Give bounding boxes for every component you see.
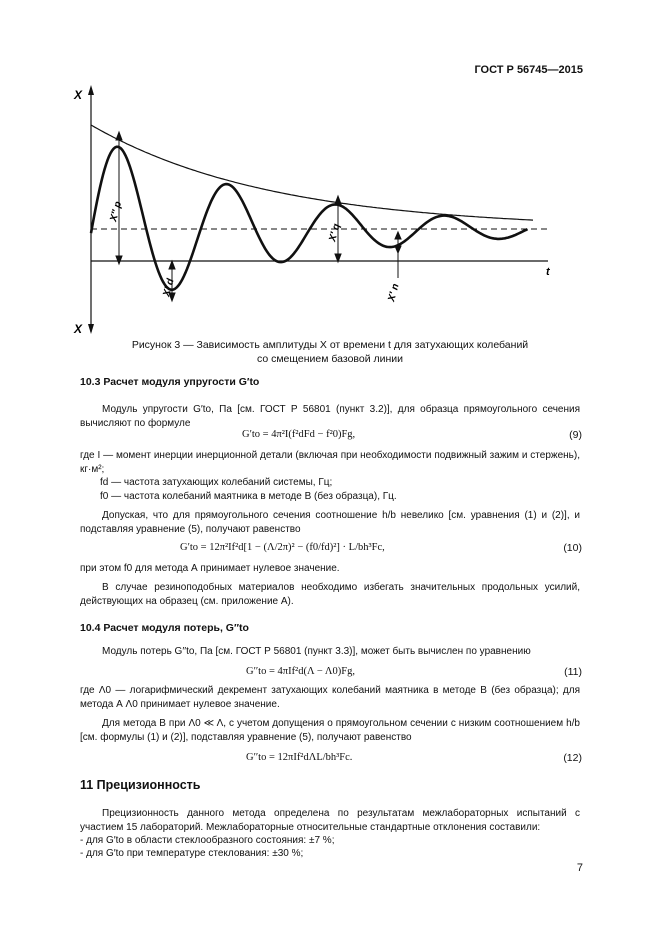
section-11-item-1: - для G′to в области стеклообразного состояния: ±7 %; xyxy=(80,835,335,846)
arrow-xq-head-top xyxy=(335,196,341,204)
arrow-xp-head-bottom xyxy=(116,256,122,264)
label-xp: X′′ p xyxy=(108,200,125,223)
section-10-3-title: 10.3 Расчет модуля упругости G′to xyxy=(80,376,260,388)
equation-12-number: (12) xyxy=(563,752,582,764)
label-xd: X′ d xyxy=(161,277,177,298)
equation-12-formula: G′′to = 12πIf²dΛL/bh³Fc. xyxy=(246,752,353,763)
oscillation-curve xyxy=(91,147,528,290)
page-number: 7 xyxy=(576,862,583,874)
arrow-xn-head-top xyxy=(395,232,401,239)
label-xn: X′ n xyxy=(386,282,402,303)
arrow-xn-head-bottom xyxy=(395,246,401,253)
section-10-3-para-3: при этом f0 для метода А принимает нулевое значение. xyxy=(80,563,340,574)
section-10-3-para-2: Допуская, что для прямоугольного сечения соотношение h/b невелико [см. уравнения (1) и (2)], и подставляя уравнение (5), получают равенство xyxy=(80,510,580,535)
section-10-3-where-1: где I — момент инерции инерционной детали (включая при необходимости подвижный зажим и стержень), кг·м²; xyxy=(80,450,580,475)
section-10-3-para-4: В случае резиноподобных материалов необходимо избегать значительных продольных усилий, действующих на образец (см. приложение А). xyxy=(80,582,580,607)
section-10-4-para-2: где Λ0 — логарифмический декремент затухающих колебаний маятника в методе В (без образца); для метода А Λ0 принимает нулевое значение. xyxy=(80,685,580,710)
section-10-3-where-2: fd — частота затухающих колебаний системы, Гц; xyxy=(100,477,333,488)
vertical-axis-arrow-down xyxy=(88,324,94,334)
equation-11-number: (11) xyxy=(564,666,582,678)
axis-t-label: t xyxy=(546,266,550,278)
figure-caption-line-2: со смещением базовой линии xyxy=(256,353,404,365)
standard-header: ГОСТ Р 56745—2015 xyxy=(474,64,583,76)
equation-9-formula: G′to = 4π²I(f²dFd − f²0)Fg, xyxy=(242,429,356,440)
section-10-4-para-1: Модуль потерь G′′to, Па [см. ГОСТ Р 56801 (пункт 3.3)], может быть вычислен по уравнению xyxy=(102,646,531,657)
arrow-xp-head-top xyxy=(116,132,122,140)
figure-caption xyxy=(80,338,580,366)
equation-11-formula: G′′to = 4πIf²d(Λ − Λ0)Fg, xyxy=(246,666,355,677)
equation-10-number: (10) xyxy=(563,542,582,554)
section-10-3-para-1: Модуль упругости G′to, Па [см. ГОСТ Р 56801 (пункт 3.2)], для образца прямоугольного сечения вычисляют по формуле xyxy=(80,404,580,429)
decay-envelope xyxy=(91,125,533,220)
arrow-xd-head-top xyxy=(169,261,175,269)
axis-x-bottom-label: X xyxy=(74,322,83,336)
equation-10-formula: G′to = 12π²If²d[1 − (Λ/2π)² − (f0/fd)²] · L/bh³Fc, xyxy=(180,542,385,553)
vertical-axis-arrow-up xyxy=(88,85,94,95)
section-11-para-1: Прецизионность данного метода определена по результатам межлабораторных испытаний с участием 15 лабораторий. Межлабораторные относительные стандартные отклонения составили: xyxy=(80,808,580,833)
section-10-4-para-3: Для метода В при Λ0 ≪ Λ, с учетом допущения о прямоугольном сечении с низким соотношением h/b [см. формулы (1) и (2)], подставляя уравнение (5), получают равенство xyxy=(80,718,580,743)
section-11-item-2: - для G′to при температуре стеклования: ±30 %; xyxy=(80,848,304,859)
label-xq: X′ q xyxy=(327,222,343,243)
equation-9-number: (9) xyxy=(569,429,582,441)
section-10-4-title: 10.4 Расчет модуля потерь, G′′to xyxy=(80,622,249,634)
axis-x-top-label: X xyxy=(74,88,83,102)
figure-caption-line-1: Рисунок 3 — Зависимость амплитуды X от времени t для затухающих колебаний xyxy=(131,339,529,351)
section-10-3-where-3: f0 — частота колебаний маятника в методе В (без образца), Гц. xyxy=(100,491,397,502)
section-11-title: 11 Прецизионность xyxy=(80,778,201,792)
damped-oscillation-figure xyxy=(70,82,560,337)
